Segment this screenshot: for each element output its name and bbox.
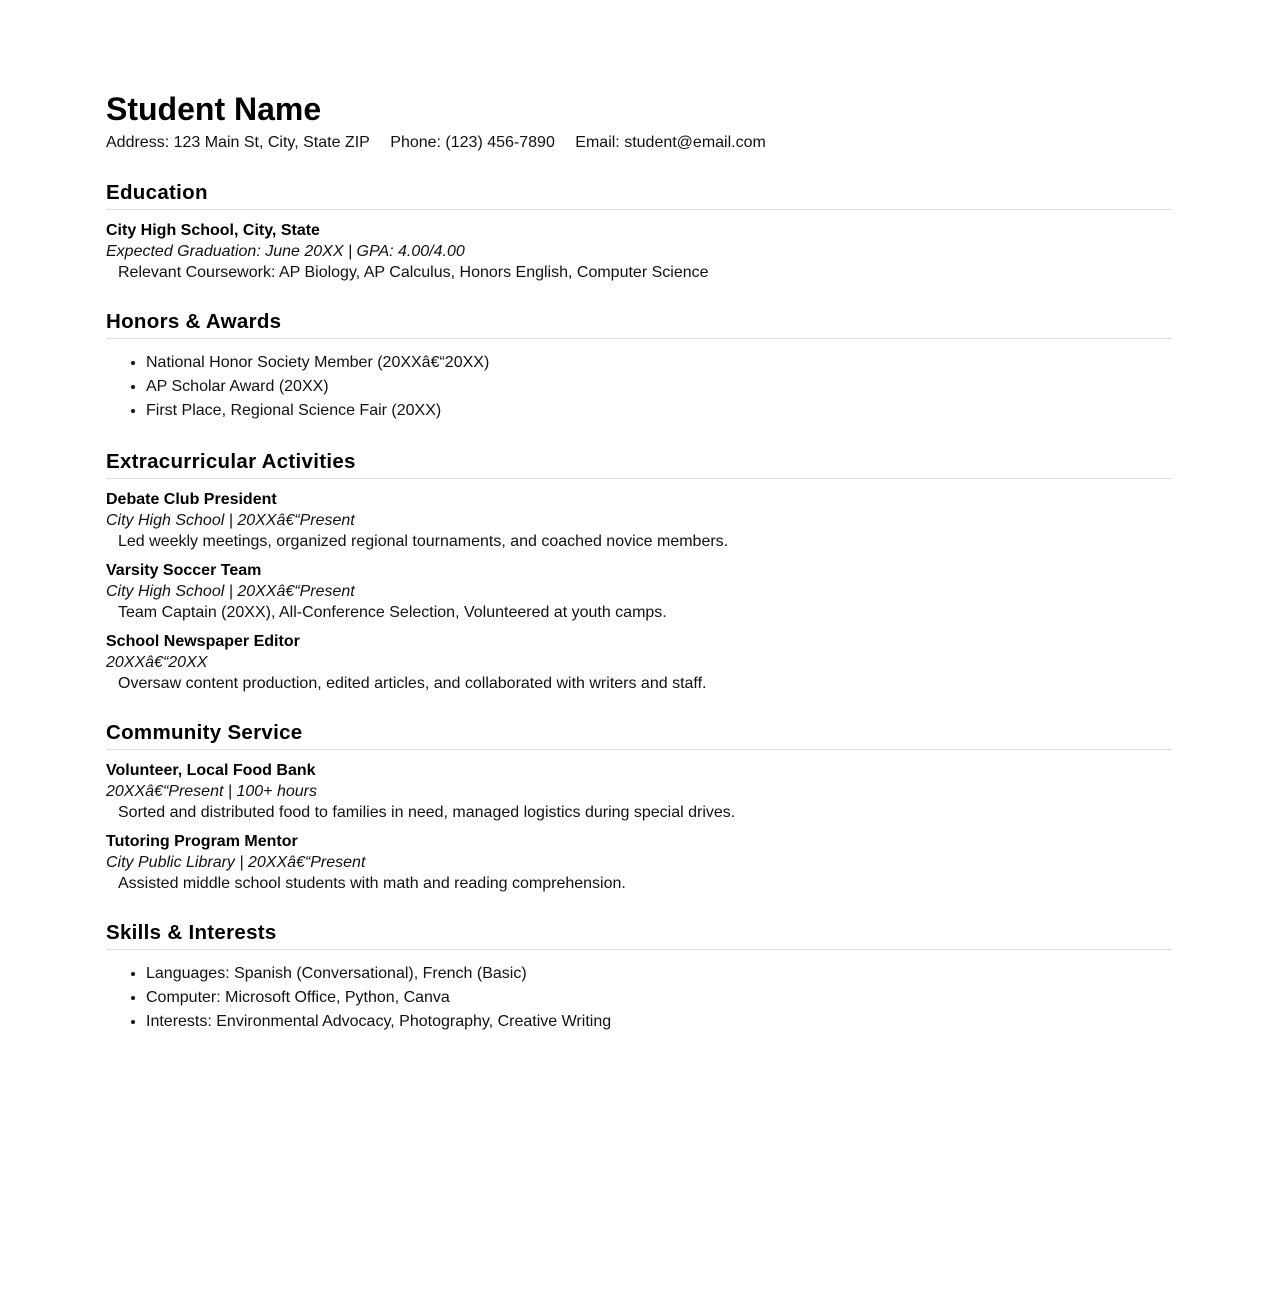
list-item: • AP Scholar Award (20XX)	[146, 375, 1172, 399]
section-education	[106, 180, 1172, 283]
entry-description: Led weekly meetings, organized regional tournaments, and coached novice members.	[118, 533, 729, 550]
contact-address: Address: 123 Main St, City, State ZIP	[106, 134, 370, 151]
entry-subtitle: Expected Graduation: June 20XX | GPA: 4.00/4.00	[106, 243, 465, 260]
section-skills	[106, 920, 1172, 1034]
activity-entry	[106, 489, 1172, 552]
education-entry	[106, 220, 1172, 283]
entry-subtitle: City High School | 20XXâ€“Present	[106, 583, 355, 600]
entry-title: Debate Club President	[106, 491, 277, 508]
entry-description: Team Captain (20XX), All-Conference Selection, Volunteered at youth camps.	[118, 604, 667, 621]
resume-page	[106, 88, 1172, 1034]
activity-entry	[106, 631, 1172, 694]
contact-email: Email: student@email.com	[575, 134, 766, 151]
entry-title: School Newspaper Editor	[106, 633, 300, 650]
section-extracurricular	[106, 449, 1172, 694]
entry-subtitle: 20XXâ€“Present | 100+ hours	[106, 783, 317, 800]
skills-list	[106, 962, 1172, 1034]
list-item: • Languages: Spanish (Conversational), French (Basic)	[146, 962, 1172, 986]
entry-title: Tutoring Program Mentor	[106, 833, 298, 850]
entry-title: Volunteer, Local Food Bank	[106, 762, 316, 779]
service-entry	[106, 760, 1172, 823]
entry-title: City High School, City, State	[106, 222, 320, 239]
service-entry	[106, 831, 1172, 894]
section-title: Extracurricular Activities	[106, 449, 1172, 479]
activity-entry	[106, 560, 1172, 623]
section-title: Honors & Awards	[106, 309, 1172, 339]
entry-description: Relevant Coursework: AP Biology, AP Calculus, Honors English, Computer Science	[118, 264, 709, 281]
entry-title: Varsity Soccer Team	[106, 562, 262, 579]
section-community-service	[106, 720, 1172, 894]
list-item: • Interests: Environmental Advocacy, Photography, Creative Writing	[146, 1010, 1172, 1034]
list-item: • First Place, Regional Science Fair (20XX)	[146, 399, 1172, 423]
contact-phone: Phone: (123) 456-7890	[390, 134, 555, 151]
section-title: Skills & Interests	[106, 920, 1172, 950]
section-title: Education	[106, 180, 1172, 210]
section-title: Community Service	[106, 720, 1172, 750]
student-name: Student Name	[106, 91, 322, 127]
entry-description: Assisted middle school students with math and reading comprehension.	[118, 875, 626, 892]
section-honors	[106, 309, 1172, 423]
contact-line	[106, 132, 1172, 154]
entry-description: Sorted and distributed food to families in need, managed logistics during special drives.	[118, 804, 736, 821]
list-item: • Computer: Microsoft Office, Python, Canva	[146, 986, 1172, 1010]
entry-subtitle: City Public Library | 20XXâ€“Present	[106, 854, 366, 871]
entry-description: Oversaw content production, edited articles, and collaborated with writers and staff.	[118, 675, 707, 692]
honors-list	[106, 351, 1172, 423]
list-item: • National Honor Society Member (20XXâ€“20XX)	[146, 351, 1172, 375]
entry-subtitle: City High School | 20XXâ€“Present	[106, 512, 355, 529]
entry-subtitle: 20XXâ€“20XX	[106, 654, 208, 671]
